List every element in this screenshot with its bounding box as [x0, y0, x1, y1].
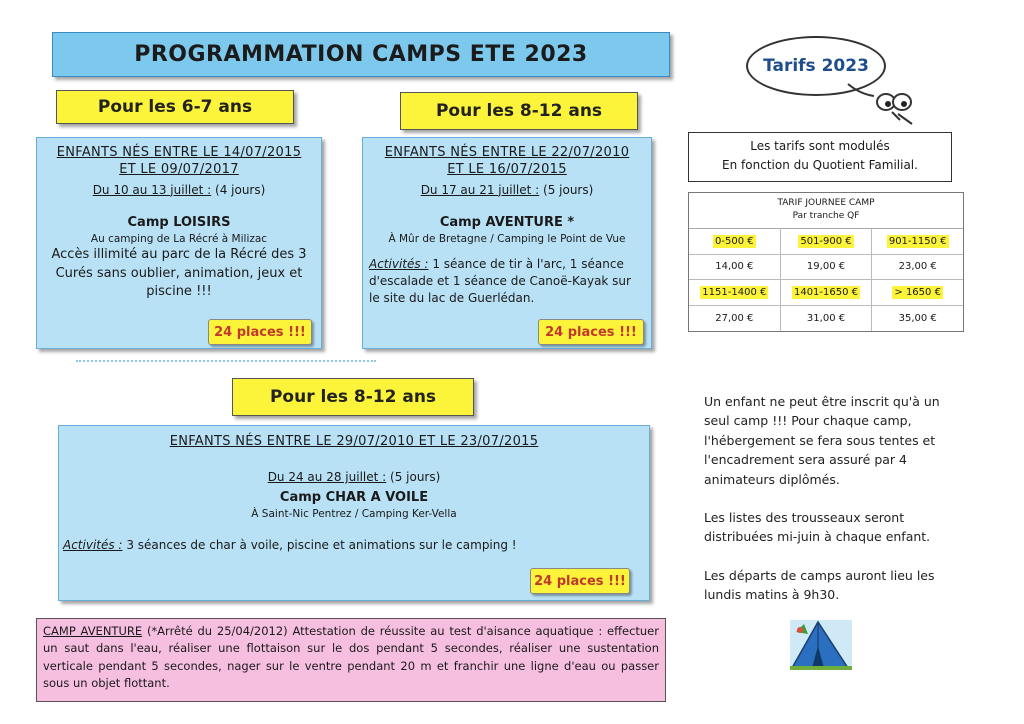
camp-activities: [363, 246, 651, 308]
qf-range: 0-500 €: [715, 235, 754, 247]
table-row: [689, 229, 963, 255]
born-line-1: ENFANTS NÉS ENTRE LE 29/07/2010 ET LE 23/07/2015: [169, 434, 539, 449]
qf-range: 501-900 €: [800, 235, 852, 247]
qf-range: 1151-1400 €: [702, 286, 767, 298]
born-line-1: ENFANTS NÉS ENTRE LE 14/07/2015: [56, 145, 302, 160]
born-line-2: ET LE 09/07/2017: [119, 161, 239, 177]
activities-text: 3 séances de char à voile, piscine et animations sur le camping !: [126, 537, 517, 552]
price-cell: 35,00 €: [898, 312, 937, 324]
qf-range: > 1650 €: [894, 286, 941, 298]
tarif-table: [688, 192, 964, 332]
qf-range: 901-1150 €: [888, 235, 947, 247]
age-tag-6-7: Pour les 6-7 ans: [56, 90, 294, 124]
activities-text: 1 séance de tir à l'arc, 1 séance d'escalade et 1 séance de Canoë-Kayak sur le site du lac de Guerlédan.: [369, 256, 631, 306]
places-badge: 24 places !!!: [538, 319, 644, 345]
camp-duration: (5 jours): [543, 182, 594, 197]
camp-card-loisirs: [36, 137, 322, 349]
page-title: PROGRAMMATION CAMPS ETE 2023: [52, 32, 670, 77]
price-cell: 31,00 €: [781, 306, 873, 332]
camp-activities: [59, 521, 649, 554]
born-line-2: ET LE 16/07/2015: [447, 161, 567, 177]
camp-name: Camp AVENTURE *: [439, 214, 575, 230]
camp-description: Accès illimité au parc de la Récré des 3 Curés sans oublier, animation, jeux et piscine !!!: [51, 246, 307, 300]
dotted-divider: [76, 360, 376, 362]
tarifs-modulation-note: [688, 132, 952, 182]
camp-dates: Du 17 au 21 juillet :: [420, 182, 540, 197]
camp-dates: Du 10 au 13 juillet :: [92, 182, 212, 197]
camp-duration: (5 jours): [390, 469, 441, 484]
info-paragraph-2: Les listes des trousseaux seront distribuées mi-juin à chaque enfant.: [704, 509, 931, 545]
camp-aventure-note: [36, 618, 666, 702]
modulation-line-2: En fonction du Quotient Familial.: [722, 157, 918, 172]
price-cell: 19,00 €: [781, 255, 873, 280]
camp-name: Camp LOISIRS: [127, 214, 231, 230]
places-badge: 24 places !!!: [208, 319, 312, 345]
price-cell: 14,00 €: [689, 255, 781, 280]
camp-duration: (4 jours): [215, 182, 266, 197]
camp-location: À Mûr de Bretagne / Camping le Point de Vue: [388, 232, 626, 245]
info-paragraph-3: Les départs de camps auront lieu les lundis matins à 9h30.: [704, 567, 935, 602]
activities-label: Activités :: [369, 256, 429, 271]
camp-card-aventure: [362, 137, 652, 349]
price-cell: 27,00 €: [689, 306, 781, 332]
price-cell: 23,00 €: [898, 261, 937, 273]
born-line-1: ENFANTS NÉS ENTRE LE 22/07/2010: [384, 145, 630, 160]
activities-label: Activités :: [63, 537, 123, 552]
tarif-table-title: TARIF JOURNEE CAMP: [777, 198, 875, 208]
tarif-table-subtitle: Par tranche QF: [792, 210, 860, 221]
modulation-line-1: Les tarifs sont modulés: [750, 139, 890, 153]
camp-location: Au camping de La Récré à Milizac: [90, 232, 268, 245]
qf-range: 1401-1650 €: [793, 286, 859, 298]
info-paragraph-1: Un enfant ne peut être inscrit qu'à un seul camp !!! Pour chaque camp, l'hébergement se fera sous tentes et l'encadrement sera assuré par 4 animateurs diplômés.: [704, 394, 940, 487]
places-badge: 24 places !!!: [530, 568, 630, 594]
cartoon-eyes-icon: [840, 80, 930, 130]
camp-location: À Saint-Nic Pentrez / Camping Ker-Vella: [251, 507, 457, 520]
camp-name: Camp CHAR A VOILE: [279, 490, 429, 506]
table-row: [689, 306, 963, 332]
tent-icon: [788, 612, 854, 672]
age-tag-8-12: Pour les 8-12 ans: [400, 92, 638, 130]
camp-dates: Du 24 au 28 juillet :: [267, 469, 387, 484]
table-row: [689, 280, 963, 306]
tarif-table-header: [689, 193, 963, 229]
tarifs-bubble: Tarifs 2023: [746, 36, 886, 96]
table-row: [689, 255, 963, 281]
note-title: CAMP AVENTURE: [43, 624, 143, 638]
age-tag-8-12: Pour les 8-12 ans: [232, 378, 474, 416]
info-text: [704, 392, 966, 623]
note-text: (*Arrêté du 25/04/2012) Attestation de réussite au test d'aisance aquatique : effectuer un saut dans l'eau, réaliser une flottaison sur le dos pendant 5 secondes, réaliser une sustentation verticale pendant 5 secondes, nager sur le ventre pendant 20 m et franchir une ligne d'eau ou passer sous un objet flottant.: [43, 624, 659, 690]
